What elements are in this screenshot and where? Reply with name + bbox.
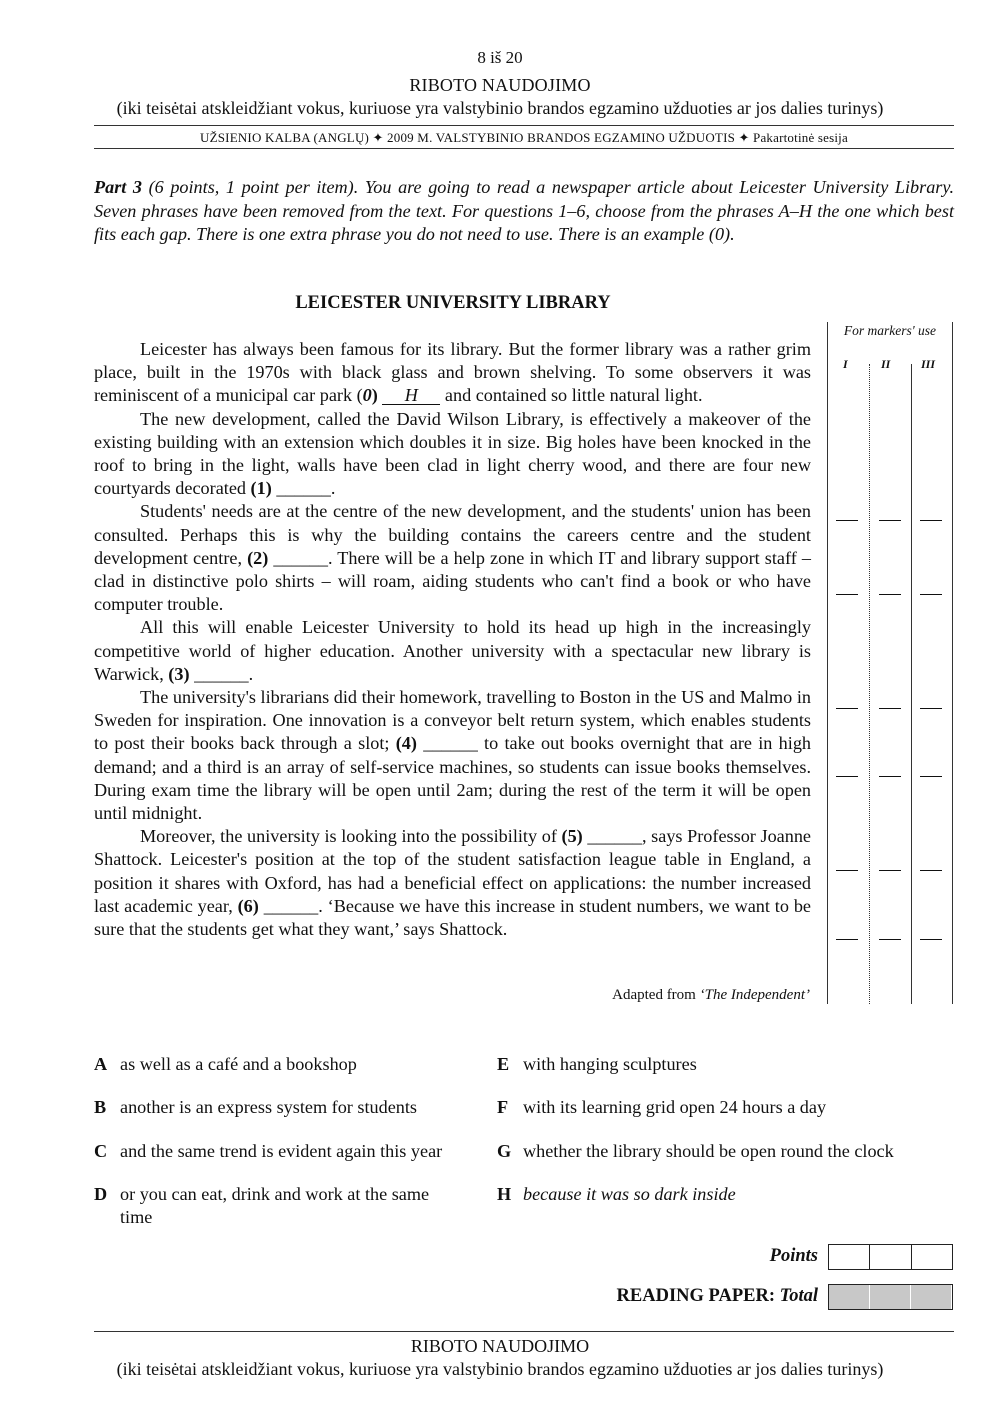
article-paragraph: Students' needs are at the centre of the new development, and the students' union has been consulted. Perhaps this is why the building contains the careers centre and the student development centre, (2) ______. There will be a help zone in which IT and library support staff – clad in distinctive polo shirts – will roam, aiding students who can't find a book or who have computer trouble.: [94, 501, 811, 615]
marker-blank[interactable]: [920, 520, 942, 521]
article-title: LEICESTER UNIVERSITY LIBRARY: [295, 293, 611, 313]
example-gap-answer: H: [382, 387, 440, 405]
gap-6-number: (6): [237, 895, 259, 916]
marker-blank[interactable]: [879, 939, 901, 940]
header-rule-top: [94, 125, 954, 126]
marker-col-1: I: [843, 357, 848, 371]
marker-blank[interactable]: [836, 594, 858, 595]
points-label: Points: [769, 1246, 818, 1266]
gap-5-number: (5): [561, 826, 583, 847]
marker-blank[interactable]: [836, 870, 858, 871]
total-label: READING PAPER: Total: [616, 1286, 818, 1306]
page-number: 8 iš 20: [477, 48, 523, 67]
marker-blank[interactable]: [920, 870, 942, 871]
restricted-label-bottom: RIBOTO NAUDOJIMO: [410, 1336, 590, 1356]
header-rule-bottom: [94, 148, 954, 149]
total-boxes: [828, 1284, 953, 1310]
marker-blank[interactable]: [836, 776, 858, 777]
gap-3-number: (3): [168, 663, 190, 684]
marker-blank[interactable]: [836, 708, 858, 709]
marker-blank[interactable]: [920, 594, 942, 595]
marker-blank[interactable]: [920, 776, 942, 777]
points-boxes[interactable]: [828, 1244, 953, 1270]
instructions-text: (6 points, 1 point per item). You are going to read a newspaper article about Leicester University Library. Seven phrases have been removed from the text. For questions 1–6, choose from the phrases A–H the one which best fits each gap. There is one extra phrase you do not need to use. There is an example (0).: [94, 177, 954, 245]
instructions: [94, 176, 954, 247]
marker-col-2: II: [881, 357, 891, 371]
marker-blank[interactable]: [879, 520, 901, 521]
gap-2-number: (2): [247, 547, 269, 568]
article-body: [94, 338, 811, 941]
marker-blank[interactable]: [879, 708, 901, 709]
article-paragraph: Leicester has always been famous for its library. But the former library was a rather grim place, built in the 1970s with black glass and brown shelving. To some observers it was reminiscent of a municipal car park (0) H and contained so little natural light.: [94, 339, 811, 406]
article-paragraph: All this will enable Leicester University to hold its head up high in the increasingly competitive world of higher education. Another university with a spectacular new library is Warwick, (3) ______.: [94, 617, 811, 684]
marker-blank[interactable]: [920, 939, 942, 940]
marker-blank[interactable]: [836, 939, 858, 940]
marker-blank[interactable]: [836, 520, 858, 521]
article-paragraph: The university's librarians did their homework, travelling to Boston in the US and Malmo in Sweden for inspiration. One innovation is a conveyor belt return system, which enables students to post their books back through a slot; (4) ______ to take out books overnight that are in high demand; and a third is an array of self-service machines, so students can issue books themselves. During exam time the library will be open until 2am; during the rest of the term it will be open until midnight.: [94, 687, 812, 824]
marker-blank[interactable]: [920, 708, 942, 709]
markers-title: For markers' use: [843, 323, 937, 338]
footer-rule: [94, 1331, 954, 1332]
marker-blank[interactable]: [879, 776, 901, 777]
marker-blank[interactable]: [879, 594, 901, 595]
article-paragraph: The new development, called the David Wilson Library, is effectively a makeover of the existing building with an extension which doubles it in size. Big holes have been knocked in the roof to bring in the light, walls have been clad in light cherry wood, and there are four new courtyards decorated (1) ______.: [94, 408, 811, 499]
marker-blank[interactable]: [879, 870, 901, 871]
markers-panel: [827, 322, 953, 1004]
part-label: Part 3: [94, 177, 143, 197]
article-source: Adapted from ‘The Independent’: [612, 987, 810, 1003]
gap-1-number: (1): [250, 478, 272, 499]
marker-col-3: III: [921, 357, 936, 371]
exam-line: UŽSIENIO KALBA (ANGLŲ) ✦ 2009 M. VALSTYBINIO BRANDOS EGZAMINO UŽDUOTIS ✦ Pakartotinė sesija: [200, 130, 848, 145]
gap-4-number: (4): [395, 733, 417, 754]
restricted-label-top: RIBOTO NAUDOJIMO: [409, 75, 591, 95]
restricted-note-top: (iki teisėtai atskleidžiant vokus, kuriuose yra valstybinio brandos egzamino užduoties ar jos dalies turinys): [116, 98, 884, 118]
article-paragraph: Moreover, the university is looking into the possibility of (5) ______, says Professor Joanne Shattock. Leicester's position at the top of the student satisfaction league table in England, a position it shares with Oxford, has had a beneficial effect on applications: the number increased last academic year, (6) ______. ‘Because we have this increase in student numbers, we want to be sure that the students get what they want,’ says Shattock.: [94, 826, 811, 940]
restricted-note-bottom: (iki teisėtai atskleidžiant vokus, kuriuose yra valstybinio brandos egzamino užduoties ar jos dalies turinys): [116, 1359, 884, 1379]
